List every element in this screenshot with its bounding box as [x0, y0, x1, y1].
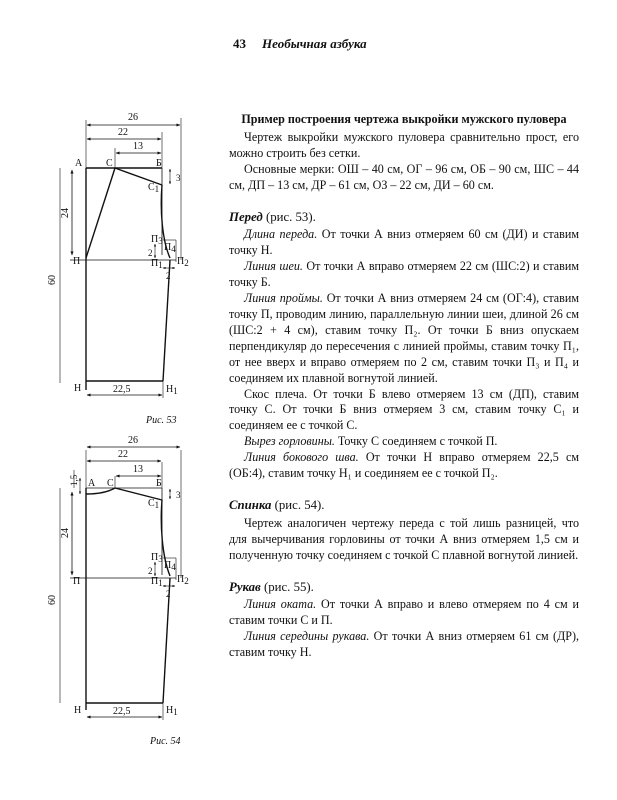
point-p4: П4 [164, 560, 176, 572]
measurements-paragraph: Основные мерки: ОШ – 40 см, ОГ – 96 см, ОБ – 90 см, ШС – 44 см, ДП – 13 см, ДР – 61 см, ОЗ – 22 см, ДИ – 60 см. [229, 161, 579, 192]
point-h1: Н1 [166, 384, 178, 396]
point-p2: П2 [177, 574, 189, 586]
point-p3: П3 [151, 234, 163, 246]
dim-22: 22 [118, 449, 128, 460]
point-h: Н [74, 705, 82, 716]
point-p2: П2 [177, 256, 189, 268]
intro-paragraph: Чертеж выкройки мужского пуловера сравнительно прост, его можно строить без сетки. [229, 129, 579, 160]
neck-line-paragraph: Линия шеи. От точки А вправо отмеряем 22 см (ШС:2) и ставим точку Б. [229, 259, 579, 290]
point-b: Б [156, 478, 162, 489]
dim-13: 13 [133, 141, 143, 152]
figure-54-caption: Рис. 54 [150, 736, 181, 747]
point-c: С [106, 158, 113, 169]
point-a: А [75, 158, 83, 169]
cap-line-paragraph: Линия оката. От точки А вправо и влево отмеряем по 4 см и ставим точки С и П. [229, 597, 579, 628]
dim-26: 26 [128, 435, 138, 446]
point-p1: П1 [151, 576, 163, 588]
dim-2: 2 [148, 248, 153, 258]
point-c1: С1 [148, 182, 160, 194]
shoulder-paragraph: Скос плеча. От точки Б влево отмеряем 13 см (ДП), ставим точку С. От точки Б вниз отмеряем 3 см, ставим точку С₁ и соединяем ее с точкой С. [229, 386, 579, 433]
dim-24: 24 [60, 208, 71, 218]
dim-1-5: 1,5 [69, 474, 79, 486]
dim-3: 3 [176, 173, 181, 183]
figure-53-caption: Рис. 53 [146, 415, 177, 426]
section-title: Пример построения чертежа выкройки мужского пуловера [241, 112, 567, 126]
point-h: Н [74, 383, 82, 394]
side-seam-paragraph: Линия бокового шва. От точки Н вправо отмеряем 22,5 см (ОБ:4), ставим точку Н₁ и соединяем ее с точкой П₂. [229, 450, 579, 481]
text-column [229, 112, 579, 661]
sleeve-mid-paragraph: Линия середины рукава. От точки А вниз отмеряем 61 см (ДР), ставим точку Н. [229, 629, 579, 660]
page-number: 43 [233, 36, 246, 51]
dim-3: 3 [176, 490, 181, 500]
dim-2: 2 [148, 566, 153, 576]
dim-22-5: 22,5 [113, 706, 131, 717]
sleeve-heading: Рукав (рис. 55). [229, 579, 314, 594]
point-p: П [73, 576, 81, 587]
running-title: Необычная азбука [262, 36, 367, 51]
point-c: С [107, 478, 114, 489]
dim-60: 60 [47, 275, 58, 285]
back-heading: Спинка (рис. 54). [229, 497, 325, 512]
point-p: П [73, 256, 81, 267]
point-p1: П1 [151, 258, 163, 270]
point-c1: С1 [148, 498, 160, 510]
dim-26: 26 [128, 112, 138, 123]
dim-13: 13 [133, 464, 143, 475]
point-p4: П4 [164, 242, 176, 254]
figure-53-labels [47, 112, 189, 426]
point-p3: П3 [151, 552, 163, 564]
armhole-paragraph: Линия проймы. От точки А вниз отмеряем 24 см (ОГ:4), ставим точку П, проводим линию, параллельную линии шеи, длиной 26 см (ШС:2 + 4 см), ставим точку П₂. От точки Б вниз опускаем перпендикуляр до пересечения с линией проймы, ставим точку П₁, от нее вверх и вправо отмеряем по 2 см, ставим точки П₃ и П₄ и соединяем их плавной вогнутой линией. [229, 291, 579, 385]
back-paragraph: Чертеж аналогичен чертежу переда с той лишь разницей, что для вычерчивания горловины от точки А вниз отмеряем 1,5 см и полученную точку соединяем с точкой С плавной вогнутой линией. [229, 515, 579, 562]
dim-22: 22 [118, 127, 128, 138]
dim-24: 24 [60, 528, 71, 538]
dim-22-5: 22,5 [113, 384, 131, 395]
point-h1: Н1 [166, 705, 178, 717]
figure-54-labels [47, 435, 189, 747]
dim-60: 60 [47, 595, 58, 605]
front-length-paragraph: Длина переда. От точки А вниз отмеряем 60 см (ДИ) и ставим точку Н. [229, 227, 579, 258]
point-a: А [88, 478, 96, 489]
dim-2b: 2 [166, 271, 171, 281]
dim-2b: 2 [166, 589, 171, 599]
neckline-cut-paragraph: Вырез горловины. Точку С соединяем с точкой П. [244, 434, 498, 449]
front-heading: Перед (рис. 53). [229, 209, 316, 224]
point-b: Б [156, 158, 162, 169]
